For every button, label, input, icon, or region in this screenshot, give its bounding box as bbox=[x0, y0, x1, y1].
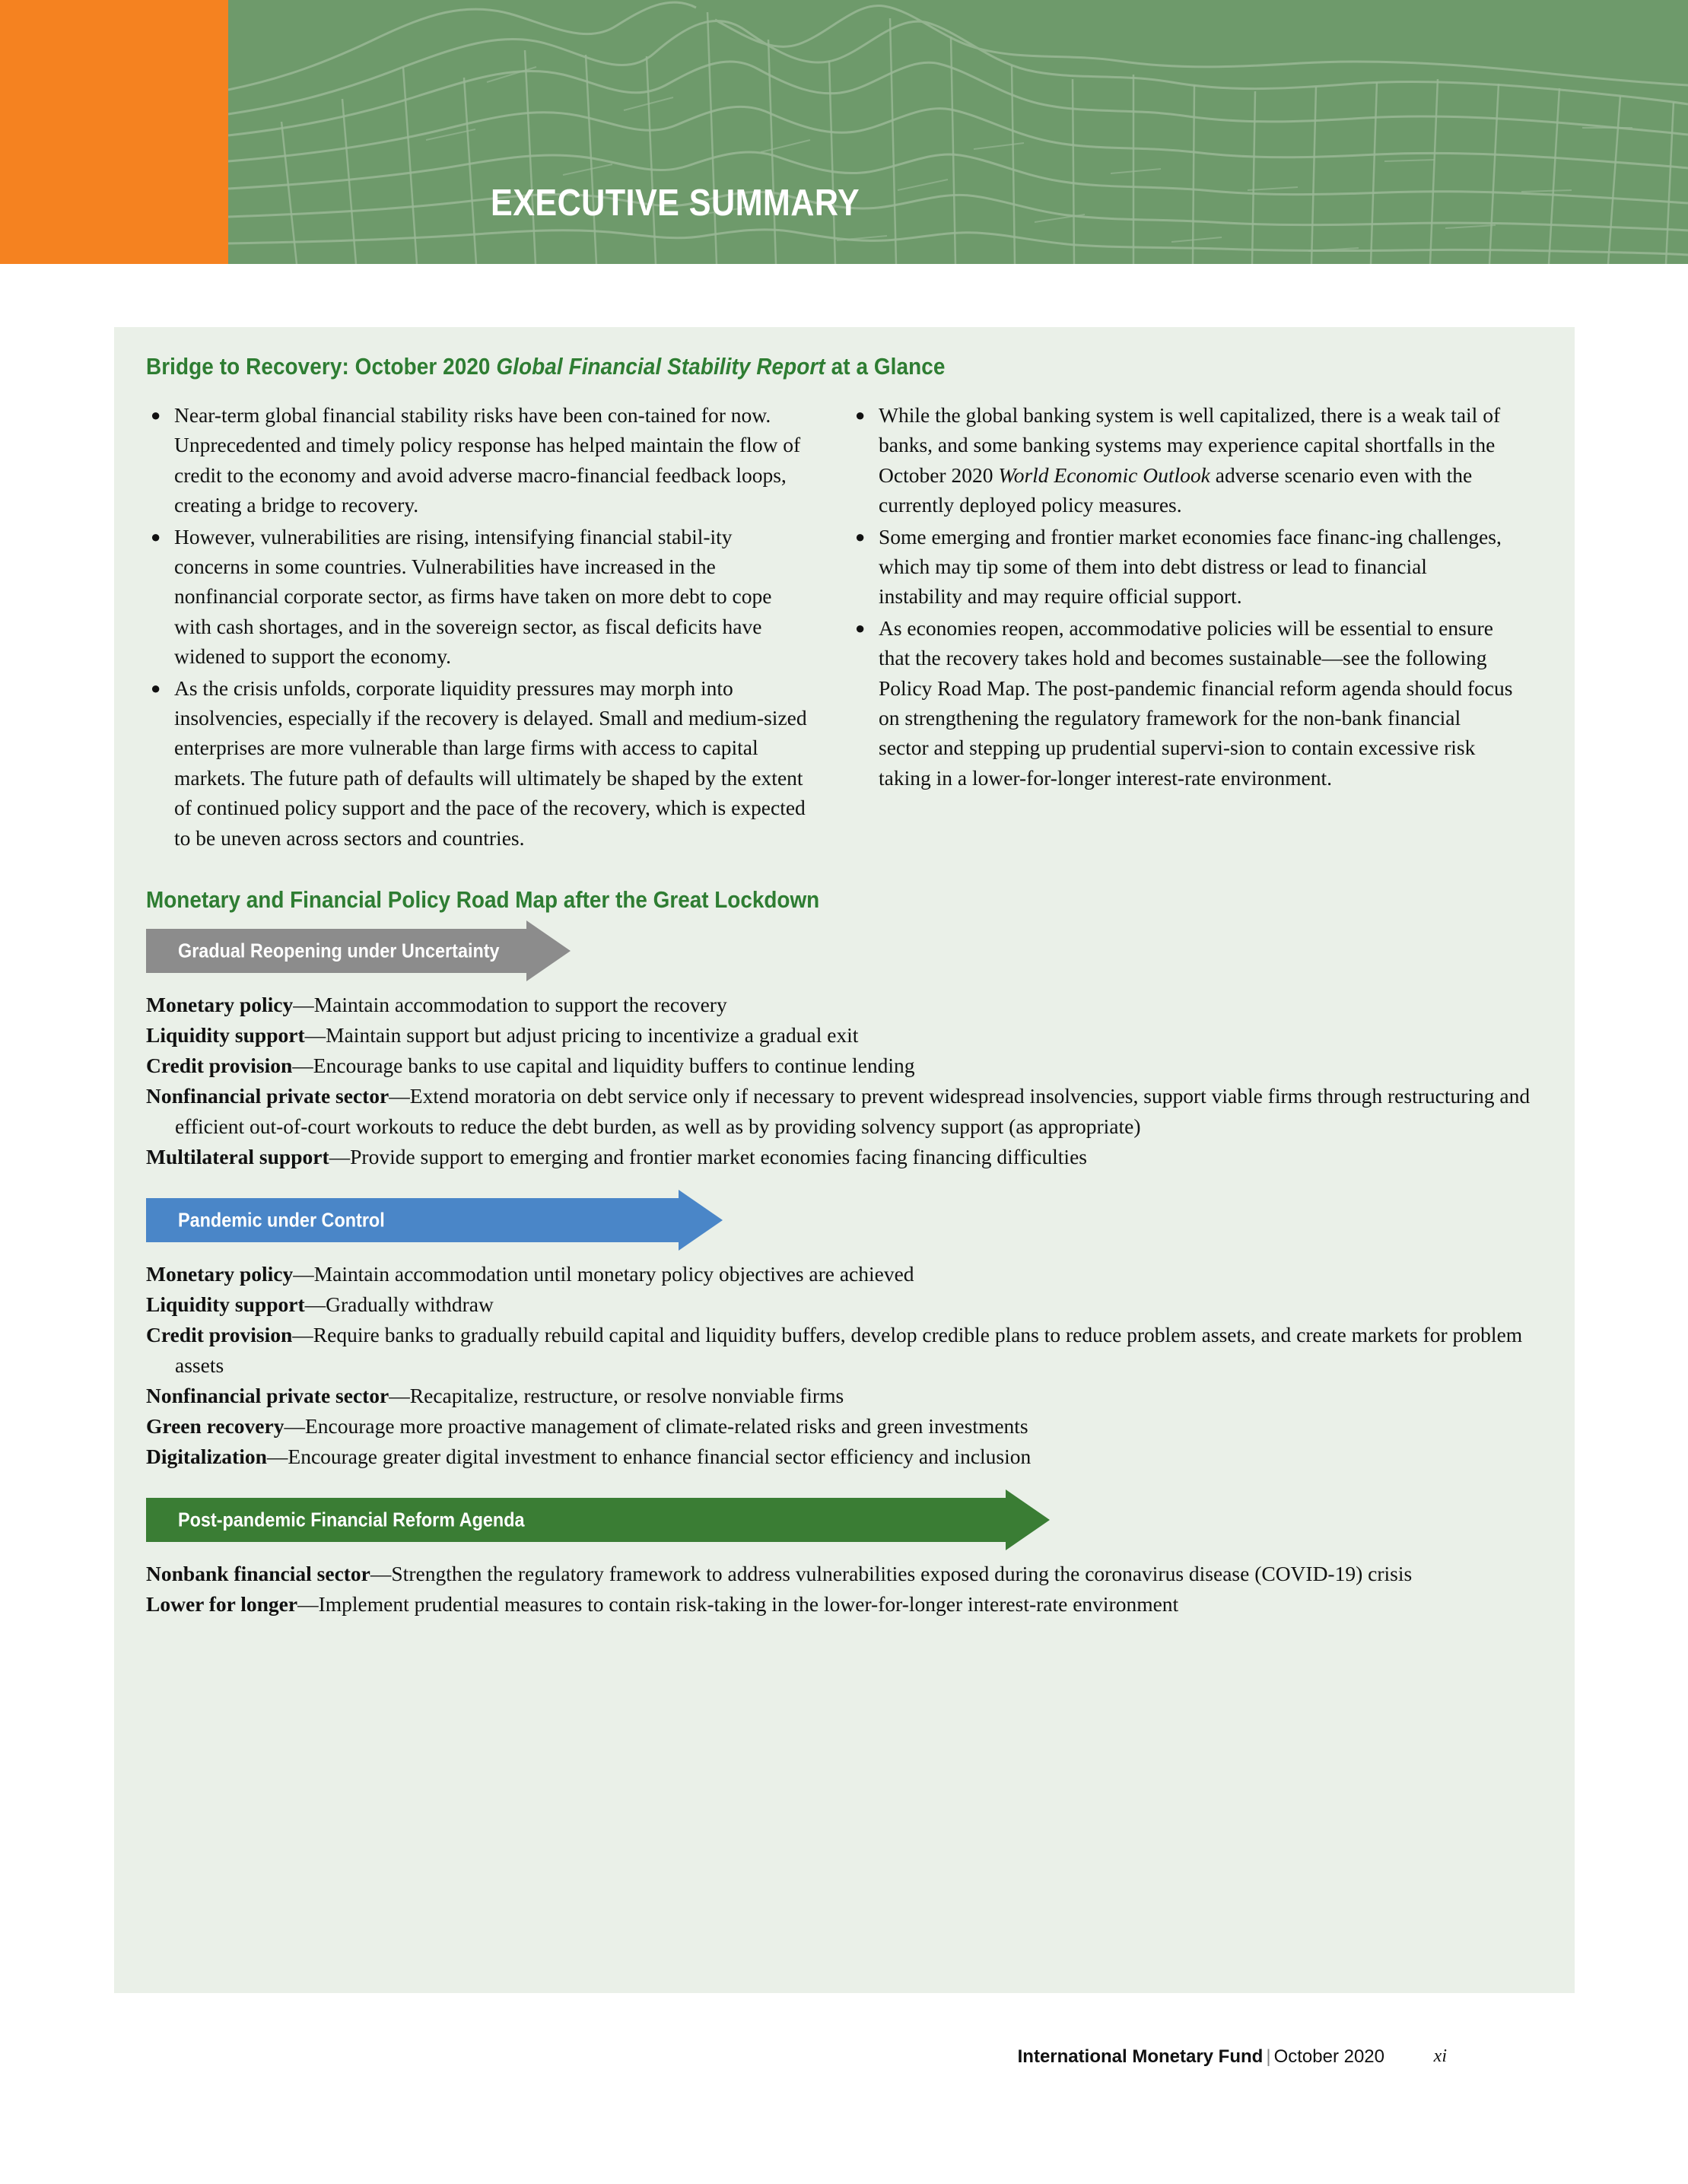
phase-banner-pandemic-under-control bbox=[146, 1198, 1543, 1242]
footer-date: October 2020 bbox=[1273, 2046, 1384, 2067]
bullet-dot-icon: ● bbox=[151, 526, 161, 546]
policy-term: Lower for longer bbox=[146, 1592, 298, 1617]
policy-list-gradual-reopening bbox=[146, 990, 1543, 1172]
arrow-head-icon bbox=[526, 920, 571, 981]
left-column bbox=[146, 400, 809, 854]
policy-line bbox=[146, 1559, 1543, 1589]
bullet-dot-icon: ● bbox=[855, 405, 866, 424]
list-item bbox=[146, 673, 809, 853]
policy-text: —Encourage more proactive management of climate-related risks and green investments bbox=[284, 1414, 1028, 1439]
arrow-head-icon bbox=[1006, 1489, 1050, 1550]
phase-banner-gradual-reopening bbox=[146, 929, 1543, 973]
policy-term: Digitalization bbox=[146, 1445, 267, 1469]
bullet-text: As the crisis unfolds, corporate liquidity pressures may morph into insolvencies, especially if the recovery is delayed. Small and medium-sized enterprises are more vulnerable than large firms with access to capital markets. The future path of defaults will ultimately be shaped by the extent of continued policy support and the pace of the recovery, which is expected to be uneven across sectors and countries. bbox=[174, 676, 807, 850]
policy-line bbox=[146, 1142, 1543, 1172]
phase-label: Gradual Reopening under Uncertainty bbox=[178, 939, 500, 962]
list-item bbox=[146, 522, 809, 672]
summary-panel bbox=[114, 327, 1575, 1993]
policy-term: Credit provision bbox=[146, 1323, 293, 1347]
policy-text: —Provide support to emerging and frontier market economies facing financing difficulties bbox=[329, 1145, 1087, 1169]
page-title: EXECUTIVE SUMMARY bbox=[491, 183, 860, 224]
bullet-dot-icon: ● bbox=[855, 618, 866, 637]
list-item bbox=[850, 400, 1514, 520]
policy-text: —Encourage greater digital investment to enhance financial sector efficiency and inclusion bbox=[266, 1445, 1032, 1469]
right-bullet-list bbox=[850, 400, 1514, 793]
header-orange-block bbox=[0, 0, 228, 264]
bullet-columns bbox=[146, 400, 1543, 854]
bullet-text-italic: World Economic Outlook bbox=[998, 463, 1210, 487]
phase-label: Post-pandemic Financial Reform Agenda bbox=[178, 1508, 525, 1531]
box-heading-suffix: at a Glance bbox=[825, 353, 946, 380]
page-footer bbox=[114, 2046, 1575, 2084]
footer-organization: International Monetary Fund bbox=[1017, 2046, 1264, 2067]
header-green-block bbox=[228, 0, 1688, 264]
list-item bbox=[850, 522, 1514, 612]
bullet-text-part1: Some emerging and frontier market economies face financ-ing challenges, which may tip some of them into debt distress or lead to financial instability and may require official support. bbox=[879, 524, 1502, 609]
policy-term: Green recovery bbox=[146, 1414, 285, 1439]
policy-term: Credit provision bbox=[146, 1054, 293, 1078]
policy-line bbox=[146, 1381, 1543, 1411]
box-heading bbox=[146, 353, 1403, 380]
bullet-dot-icon: ● bbox=[151, 678, 161, 698]
policy-text: —Strengthen the regulatory framework to address vulnerabilities exposed during the coronavirus disease (COVID-19) crisis bbox=[370, 1562, 1413, 1586]
bullet-dot-icon: ● bbox=[151, 405, 161, 424]
phase-label: Pandemic under Control bbox=[178, 1208, 385, 1232]
phase-banner-post-pandemic-reform bbox=[146, 1498, 1543, 1542]
box-heading-italic: Global Financial Stability Report bbox=[496, 353, 825, 380]
bullet-text-part2: adverse scenario even with the currently deployed policy measures. bbox=[879, 463, 1473, 517]
policy-text: —Gradually withdraw bbox=[304, 1292, 494, 1317]
bullet-text-part1: As economies reopen, accommodative policies will be essential to ensure that the recovery takes hold and becomes sustainable—see the following Policy Road Map. The post-pandemic financial reform agenda should focus on strengthening the regulatory framework for the non-bank financial sector and stepping up prudential supervi-sion to contain excessive risk taking in a lower-for-longer interest-rate environment. bbox=[879, 615, 1513, 790]
policy-text: —Maintain accommodation until monetary policy objectives are achieved bbox=[293, 1262, 914, 1286]
policy-line bbox=[146, 1289, 1543, 1320]
policy-term: Nonfinancial private sector bbox=[146, 1084, 389, 1108]
policy-line bbox=[146, 1589, 1543, 1620]
policy-text: —Encourage banks to use capital and liquidity buffers to continue lending bbox=[292, 1054, 915, 1078]
right-column bbox=[850, 400, 1514, 854]
policy-line bbox=[146, 1081, 1543, 1142]
page-header bbox=[0, 0, 1688, 264]
footer-imprint bbox=[1018, 2046, 1384, 2068]
list-item bbox=[146, 400, 809, 520]
policy-text: —Recapitalize, restructure, or resolve nonviable firms bbox=[389, 1384, 844, 1408]
policy-line bbox=[146, 1259, 1543, 1289]
bullet-text: Near-term global financial stability risks have been con-tained for now. Unprecedented and timely policy response has helped maintain the flow of credit to the economy and avoid adverse macro-financial feedback loops, creating a bridge to recovery. bbox=[174, 403, 801, 517]
page-number: xi bbox=[1433, 2046, 1447, 2066]
policy-text: —Implement prudential measures to contain risk-taking in the lower-for-longer interest-rate environment bbox=[297, 1592, 1179, 1617]
policy-term: Liquidity support bbox=[146, 1023, 305, 1047]
footer-separator: | bbox=[1266, 2046, 1271, 2067]
policy-text: —Extend moratoria on debt service only if necessary to prevent widespread insolvencies, support viable firms through restructuring and efficient out-of-court workouts to reduce the debt burden, as well as by providing solvency support (as appropriate) bbox=[175, 1084, 1531, 1139]
policy-text: —Require banks to gradually rebuild capital and liquidity buffers, develop credible plans to reduce problem assets, and create markets for problem assets bbox=[175, 1323, 1523, 1378]
policy-line bbox=[146, 990, 1543, 1020]
arrow-head-icon bbox=[679, 1190, 723, 1251]
policy-line bbox=[146, 1020, 1543, 1051]
policy-term: Multilateral support bbox=[146, 1145, 329, 1169]
policy-list-pandemic-under-control bbox=[146, 1259, 1543, 1472]
bullet-dot-icon: ● bbox=[855, 526, 866, 546]
policy-list-post-pandemic-reform bbox=[146, 1559, 1543, 1620]
policy-line bbox=[146, 1411, 1543, 1442]
policy-line bbox=[146, 1320, 1543, 1381]
policy-term: Monetary policy bbox=[146, 993, 294, 1017]
policy-term: Nonbank financial sector bbox=[146, 1562, 370, 1586]
policy-text: —Maintain support but adjust pricing to incentivize a gradual exit bbox=[304, 1023, 859, 1047]
list-item bbox=[850, 613, 1514, 793]
policy-term: Nonfinancial private sector bbox=[146, 1384, 389, 1408]
wireframe-mesh-graphic bbox=[228, 0, 1688, 264]
roadmap-heading: Monetary and Financial Policy Road Map after the Great Lockdown bbox=[146, 886, 820, 914]
policy-term: Monetary policy bbox=[146, 1262, 294, 1286]
policy-text: —Maintain accommodation to support the recovery bbox=[293, 993, 727, 1017]
policy-line bbox=[146, 1442, 1543, 1472]
box-heading-prefix: Bridge to Recovery: October 2020 bbox=[146, 353, 497, 380]
bullet-text-part1: While the global banking system is well capitalized, there is a weak tail of banks, and some banking systems may experience capital shortfalls in the October 2020 bbox=[879, 403, 1501, 487]
bullet-text: However, vulnerabilities are rising, intensifying financial stabil-ity concerns in some countries. Vulnerabilities have increased in the nonfinancial corporate sector, as firms have taken on more debt to cope with cash shortages, and in the sovereign sector, as fiscal deficits have widened to support the economy. bbox=[174, 524, 772, 669]
left-bullet-list bbox=[146, 400, 809, 853]
policy-term: Liquidity support bbox=[146, 1292, 305, 1317]
policy-line bbox=[146, 1051, 1543, 1081]
